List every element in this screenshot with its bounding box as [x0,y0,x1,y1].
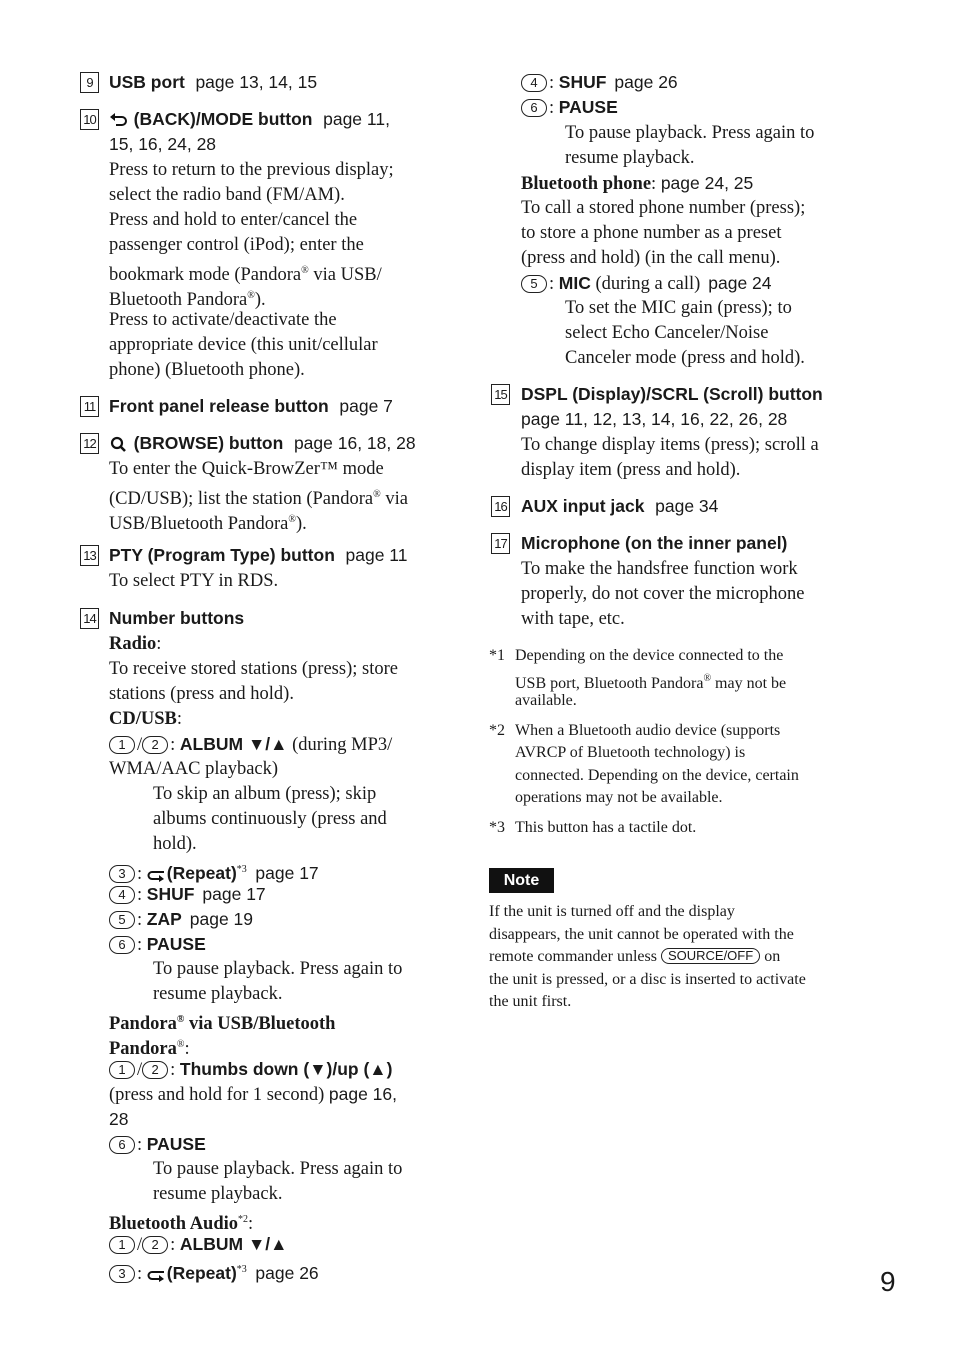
item-15 [489,382,823,407]
item-title: (BROWSE) button [133,433,284,453]
pandora-label: Pandora®: [109,1039,190,1059]
button-6-glyph: 6 [109,936,135,954]
desc-line: properly, do not cover the microphone [521,584,805,604]
desc-line: to store a phone number as a preset [521,223,782,243]
desc-line: To call a stored phone number (press); [521,198,806,218]
item-9 [78,70,317,95]
desc-line: To pause playback. Press again to [565,123,815,143]
footnote-line: connected. Depending on the device, certain [515,767,799,784]
desc-line: stations (press and hold). [109,684,294,704]
pandora-label: Pandora® via USB/Bluetooth [109,1014,336,1034]
button-5-glyph: 5 [109,911,135,929]
desc-line: To enter the Quick-BrowZer™ mode [109,459,384,479]
desc-line: WMA/AAC playback) [109,759,279,779]
album-line: 1 / 2 : ALBUM ▼/▲ [109,1232,287,1257]
page-number: 9 [880,1266,896,1297]
desc-line: Press to return to the previous display; [109,160,394,180]
desc-line: To pause playback. Press again to [153,1159,403,1179]
mic-line: 5 : MIC (during a call) page 24 [521,271,772,296]
item-number: 9 [80,72,99,93]
item-14 [78,606,244,631]
source-off-button-glyph: SOURCE/OFF [661,948,760,964]
footnote-line: This button has a tactile dot. [515,819,697,836]
item-number: 17 [491,533,510,554]
button-4-glyph: 4 [109,886,135,904]
pause-line: 6 : PAUSE [109,1132,206,1157]
item-title: USB port [109,72,185,92]
footnote-line: When a Bluetooth audio device (supports [515,722,781,739]
item-number: 10 [80,109,99,130]
item-title: DSPL (Display)/SCRL (Scroll) button [521,384,823,404]
desc-line: (CD/USB); list the station (Pandora® via [109,489,408,509]
page-ref: page 11, [323,109,390,129]
note-line: disappears, the unit cannot be operated with the [489,926,794,943]
footnote-line: Depending on the device connected to the [515,647,784,664]
page-ref: 28 [109,1109,129,1129]
page-ref: page 16, 18, 28 [293,433,416,453]
desc-line: (press and hold) (in the call menu). [521,248,781,268]
desc-line: Press to activate/deactivate the [109,310,337,330]
desc-line: To skip an album (press); skip [153,784,377,804]
pause-line: 6 : PAUSE [521,95,618,120]
item-13 [78,543,407,568]
repeat-line: 3 : (Repeat)$^{*3}$ page 17 [109,857,319,882]
footnote-line: operations may not be available. [515,789,723,806]
item-title: AUX input jack [521,496,645,516]
radio-label: Radio: [109,634,162,654]
desc-line: To select PTY in RDS. [109,571,279,591]
desc-line: resume playback. [565,148,695,168]
bt-phone-label: Bluetooth phone: page 24, 25 [521,173,754,194]
desc-line: Canceler mode (press and hold). [565,348,805,368]
item-11 [78,394,393,419]
pause-line: 6 : PAUSE [109,932,206,957]
item-number: 16 [491,496,510,517]
footnote-mark: *2 [489,722,505,739]
button-3-glyph: 3 [109,865,135,883]
page-ref: page 11 [345,545,408,565]
desc-line: Press and hold to enter/cancel the [109,210,358,230]
repeat-icon [147,864,167,884]
desc-line: resume playback. [153,1184,283,1204]
footnote-mark: *1 [489,647,505,664]
shuf-line: 4 : SHUF page 26 [521,70,678,95]
desc-line: appropriate device (this unit/cellular [109,335,378,355]
page-ref: page 34 [655,496,719,516]
item-number: 12 [80,433,99,454]
item-number: 14 [80,608,99,629]
item-10 [78,107,390,132]
note-line: the unit is pressed, or a disc is inserted to activate [489,971,806,988]
desc-line: USB/Bluetooth Pandora®). [109,514,307,534]
zap-line: 5 : ZAP page 19 [109,907,253,932]
item-title: Number buttons [109,608,245,628]
footnote-line: USB port, Bluetooth Pandora® may not be [515,673,787,692]
button-2-glyph: 2 [142,736,168,754]
item-title: Front panel release button [109,396,329,416]
desc-line: To make the handsfree function work [521,559,798,579]
desc-line: resume playback. [153,984,283,1004]
item-16 [489,494,718,519]
desc-line: display item (press and hold). [521,460,741,480]
footnote-line: AVRCP of Bluetooth technology) is [515,744,746,761]
item-title: (BACK)/MODE button [133,109,313,129]
page-ref: 15, 16, 24, 28 [109,134,217,154]
desc-line: hold). [153,834,197,854]
note-line: remote commander unless SOURCE/OFF on [489,948,781,965]
desc-line: select Echo Canceler/Noise [565,323,769,343]
note-badge: Note [489,868,554,893]
bt-audio-label: Bluetooth Audio$^{*2}$: [109,1214,254,1234]
desc-line: phone) (Bluetooth phone). [109,360,305,380]
item-number: 13 [80,545,99,566]
desc-line: (press and hold for 1 second) page 16, [109,1084,398,1105]
desc-line: albums continuously (press and [153,809,387,829]
back-icon [109,110,134,130]
desc-line: To pause playback. Press again to [153,959,403,979]
desc-line: Bluetooth Pandora®). [109,290,266,310]
footnote-line: available. [515,692,577,709]
search-icon [109,434,134,454]
repeat-line: 3 : (Repeat)$^{*3}$ page 26 [109,1257,319,1282]
cd-usb-label: CD/USB: [109,709,182,729]
item-number: 15 [491,384,510,405]
desc-line: To change display items (press); scroll a [521,435,819,455]
desc-line: with tape, etc. [521,609,625,629]
item-title: Microphone (on the inner panel) [521,533,788,553]
page-ref: page 11, 12, 13, 14, 16, 22, 26, 28 [521,409,788,429]
desc-line: select the radio band (FM/AM). [109,185,345,205]
item-12 [78,431,416,456]
desc-line: To receive stored stations (press); store [109,659,398,679]
album-line: 1 / 2 : ALBUM ▼/▲ (during MP3/ [109,732,392,757]
item-title: PTY (Program Type) button [109,545,335,565]
shuf-line: 4 : SHUF page 17 [109,882,266,907]
thumbs-line: 1 / 2 : Thumbs down (▼)/up (▲) [109,1057,392,1082]
repeat-icon [147,1264,167,1284]
desc-line: passenger control (iPod); enter the [109,235,364,255]
footnote-mark: *3 [489,819,505,836]
page-ref: page 7 [339,396,393,416]
button-1-glyph: 1 [109,736,135,754]
desc-line: bookmark mode (Pandora® via USB/ [109,265,382,285]
page-ref: page 13, 14, 15 [195,72,318,92]
desc-line: To set the MIC gain (press); to [565,298,792,318]
note-line: the unit first. [489,993,572,1010]
note-line: If the unit is turned off and the display [489,903,735,920]
item-number: 11 [80,396,99,417]
item-17 [489,531,787,556]
